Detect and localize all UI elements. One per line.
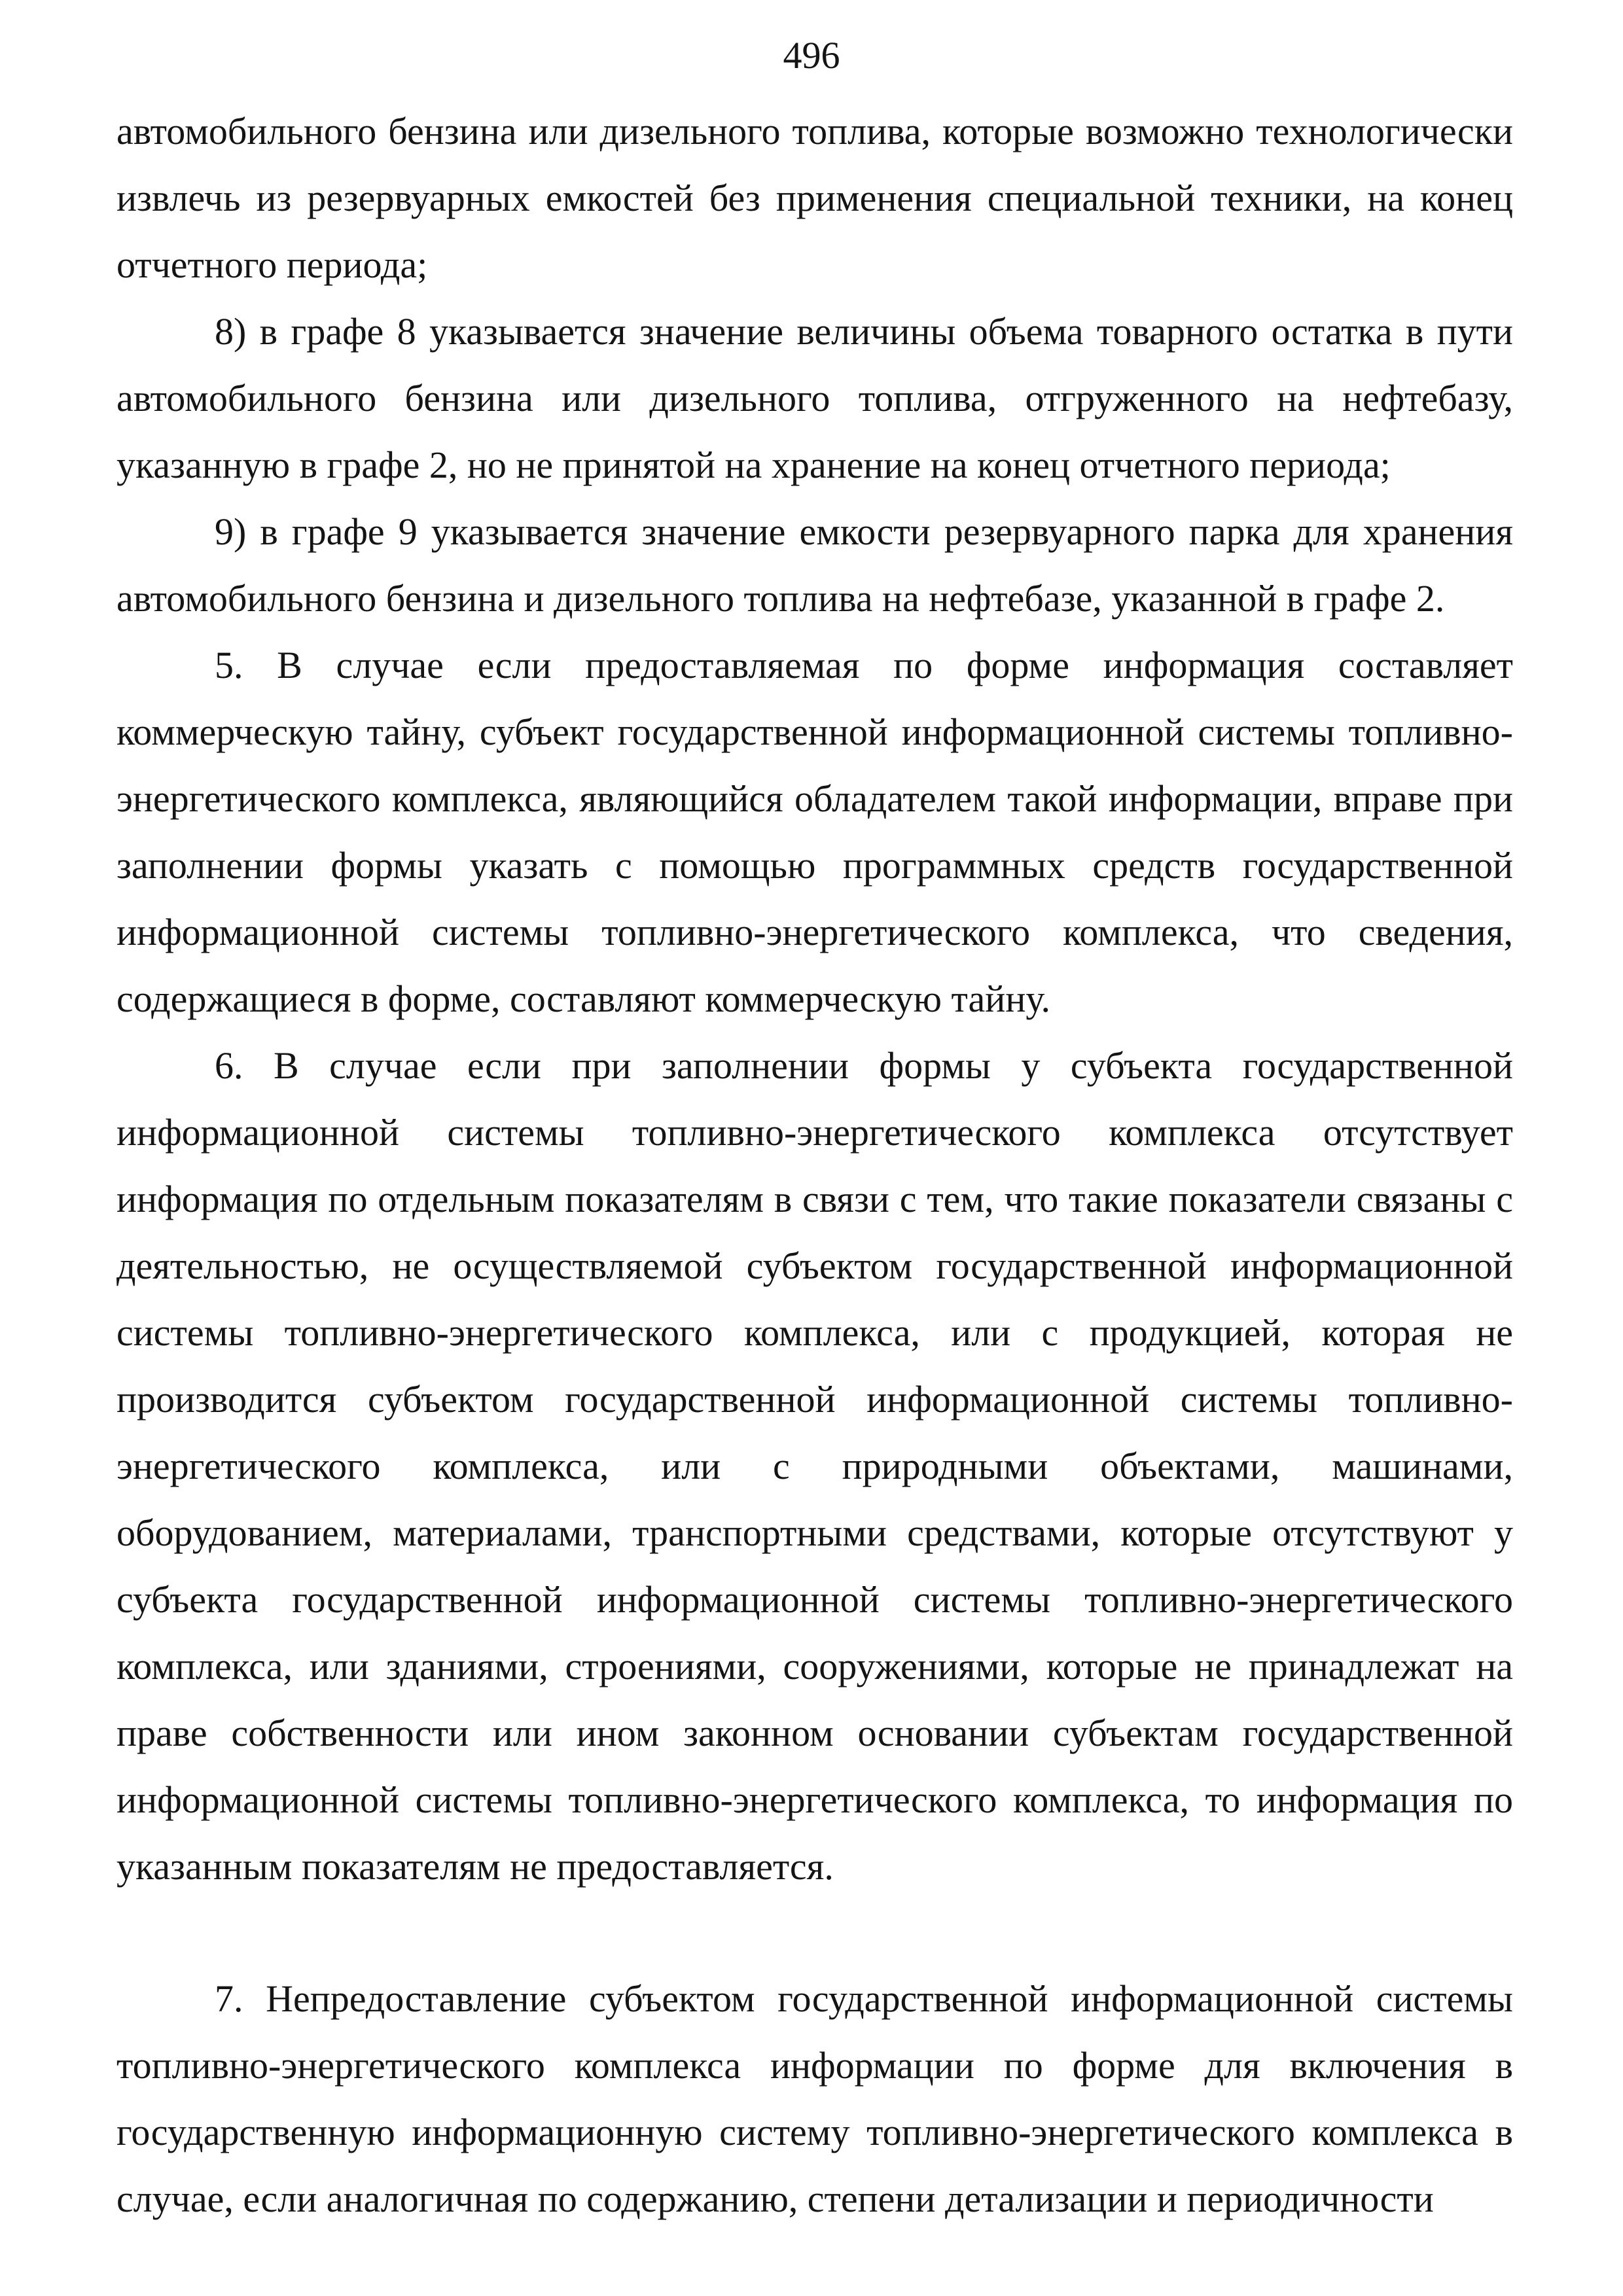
paragraph-item-9: 9) в графе 9 указывается значение емкости резервуарного парка для хранения автомобильного бензина и дизельного топлива на нефтебазе, указанной в графе 2.	[116, 510, 1513, 620]
document-body	[116, 98, 1513, 2233]
page-number: 496	[783, 34, 840, 77]
paragraph-continuation: автомобильного бензина или дизельного топлива, которые возможно технологически извлечь из резервуарных емкостей без применения специальной техники, на конец отчетного периода;	[116, 110, 1513, 286]
paragraph-clause-6: 6. В случае если при заполнении формы у субъекта государственной информационной системы топливно-энергетического комплекса отсутствует информация по отдельным показателям в связи с тем, что такие показатели связаны с деятельностью, не осуществляемой субъектом государственной информационной системы топливно-энергетического комплекса, или с продукцией, которая не производится субъектом государственной информационной системы топливно-энергетического комплекса, или с природными объектами, машинами, оборудованием, материалами, транспортными средствами, которые отсутствуют у субъекта государственной информационной системы топливно-энергетического комплекса, или зданиями, строениями, сооружениями, которые не принадлежат на праве собственности или ином законном основании субъектам государственной информационной системы топливно-энергетического комплекса, то информация по указанным показателям не предоставляется.	[116, 1044, 1513, 1888]
paragraph-item-8: 8) в графе 8 указывается значение величины объема товарного остатка в пути автомобильного бензина или дизельного топлива, отгруженного на нефтебазу, указанную в графе 2, но не принятой на хранение на конец отчетного периода;	[116, 310, 1513, 486]
paragraph-clause-5: 5. В случае если предоставляемая по форме информация составляет коммерческую тайну, субъект государственной информационной системы топливно-энергетического комплекса, являющийся обладателем такой информации, вправе при заполнении формы указать с помощью программных средств государственной информационной системы топливно-энергетического комплекса, что сведения, содержащиеся в форме, составляют коммерческую тайну.	[116, 644, 1513, 1020]
paragraph-clause-7: 7. Непредоставление субъектом государственной информационной системы топливно-энергетического комплекса информации по форме для включения в государственную информационную систему топливно-энергетического комплекса в случае, если аналогичная по содержанию, степени детализации и периодичности	[116, 1977, 1513, 2220]
